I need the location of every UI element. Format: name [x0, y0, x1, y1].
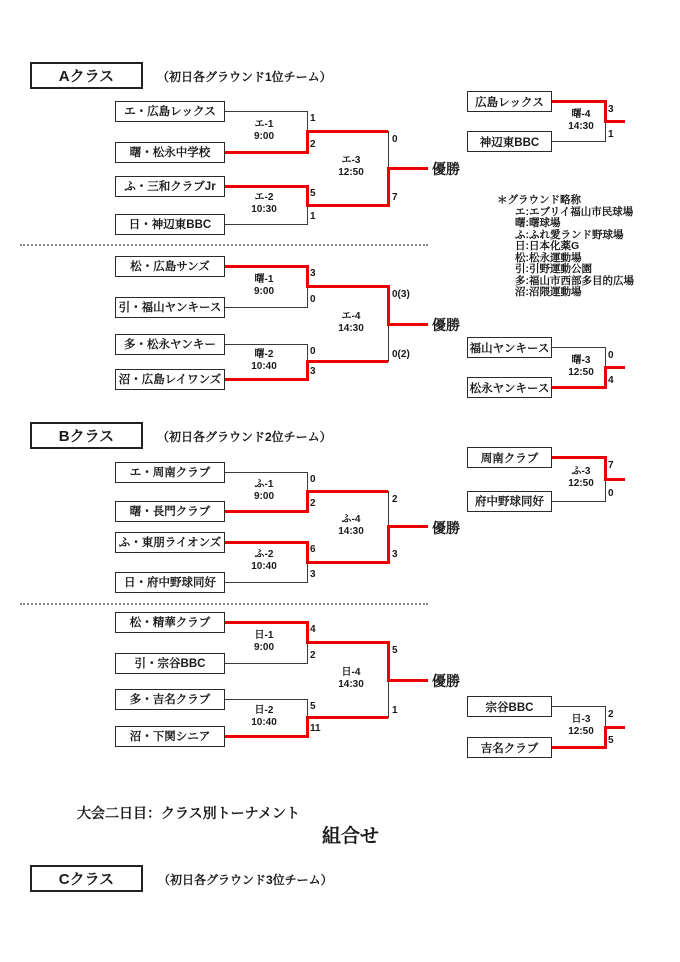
consolation-match-label: [550, 466, 612, 490]
score-label: 1: [310, 211, 316, 222]
footer-day2-title: 大会二日目：クラス別トーナメント: [77, 805, 301, 821]
bracket-line: [307, 472, 308, 493]
score-label: 0(3): [392, 288, 410, 300]
bracket-line: [387, 641, 390, 682]
team-box: 沼・下関シニア: [115, 726, 225, 747]
bracket-line: [388, 680, 389, 719]
bracket-line: [307, 286, 308, 308]
champion-line: [388, 167, 428, 170]
ground-legend-entry: エ:エブリイ福山市民球場: [515, 205, 634, 218]
final-match-label: [320, 311, 382, 335]
match-label: [233, 479, 295, 503]
consolation-match-label-time: 12:50: [568, 478, 594, 490]
bracket-line: [552, 456, 605, 459]
bracket-line: [307, 205, 308, 225]
score-label: 3: [608, 103, 614, 115]
match-label-time: 10:40: [251, 360, 277, 372]
bracket-line: [387, 285, 390, 326]
team-box: 多・吉名クラブ: [115, 689, 225, 710]
bracket-line: [388, 491, 389, 527]
bracket-line: [552, 347, 605, 348]
bracket-line: [225, 541, 307, 544]
team-box: 多・松永ヤンキー: [115, 334, 225, 355]
ground-legend: [497, 195, 634, 299]
score-label: 1: [310, 113, 316, 124]
score-label: 0: [608, 488, 614, 499]
bracket-line: [388, 131, 389, 169]
match-label-time: 10:40: [251, 561, 277, 572]
bracket-line: [225, 582, 307, 583]
final-match-label-code: エ-3: [341, 155, 361, 167]
score-label: 0: [310, 474, 316, 485]
champion-label: 優勝: [432, 673, 460, 689]
team-box: 松・精華クラブ: [115, 612, 225, 633]
bracket-line: [552, 141, 605, 142]
bracket-line: [225, 265, 307, 268]
divider-dotted-bottom: [20, 603, 428, 605]
bracket-line: [387, 525, 390, 563]
score-label: 0: [310, 294, 316, 305]
class-a-label: Aクラス: [58, 68, 115, 85]
score-label: 3: [310, 366, 316, 377]
match-label-time: 9:00: [253, 641, 274, 653]
match-label: [233, 549, 295, 573]
consolation-match-label-time: 14:30: [568, 120, 594, 132]
match-label-code: 曙-2: [254, 348, 274, 360]
bracket-line: [225, 510, 307, 513]
score-label: 6: [310, 544, 316, 555]
final-match-label-code: エ-4: [341, 311, 361, 322]
match-label: [233, 119, 295, 143]
score-label: 2: [310, 139, 316, 150]
score-label: 5: [310, 188, 316, 199]
final-match-label: [320, 514, 382, 538]
ground-legend-entry: 引:引野運動公園: [515, 263, 592, 275]
bracket-line: [225, 344, 307, 345]
match-label: [233, 349, 295, 373]
advance-line: [307, 285, 388, 288]
score-label: 2: [608, 708, 614, 720]
bracket-line: [552, 386, 605, 389]
bracket-line: [307, 111, 308, 133]
consolation-team-box: 周南クラブ: [467, 447, 552, 468]
consolation-match-label-code: 日-3: [571, 714, 591, 725]
class-c-subtitle: （初日各グラウンド3位チーム）: [158, 873, 333, 887]
consolation-match-label-time: 12:50: [568, 366, 594, 378]
consolation-team-box: 神辺東BBC: [467, 131, 552, 152]
score-label: 3: [310, 268, 316, 279]
final-match-label-time: 14:30: [338, 679, 364, 690]
consolation-team-box: 府中野球同好: [467, 491, 552, 512]
bracket-line: [225, 735, 307, 738]
ground-legend-entry: ふ:ふれ愛ランド野球場: [515, 228, 624, 241]
score-label: 11: [310, 723, 321, 734]
team-box: ふ・三和クラブJr: [115, 176, 225, 197]
ground-legend-entry: 沼:沼隈運動場: [515, 286, 582, 298]
advance-line: [307, 130, 388, 133]
ground-legend-entries: [497, 207, 634, 299]
match-label-time: 9:00: [253, 130, 274, 142]
score-label: 2: [310, 498, 316, 509]
team-box: 曙・長門クラブ: [115, 501, 225, 522]
bracket-line: [306, 360, 309, 381]
bracket-line: [387, 167, 390, 207]
bracket-line: [306, 130, 309, 154]
consolation-match-label-code: 曙-3: [571, 354, 591, 366]
match-label-code: エ-2: [254, 192, 274, 203]
final-match-label-time: 12:50: [338, 167, 364, 179]
footer-kumiawase-title: 組合せ: [322, 826, 380, 847]
team-box: ふ・東朋ライオンズ: [115, 532, 225, 553]
score-label: 0: [310, 346, 316, 357]
consolation-match-label: [550, 714, 612, 738]
consolation-match-label-code: 曙-4: [571, 108, 591, 120]
consolation-team-box: 宗谷BBC: [467, 696, 552, 717]
class-c-label: Cクラス: [58, 871, 115, 888]
score-label: 2: [310, 650, 316, 661]
final-match-label-code: ふ-4: [341, 513, 361, 525]
bracket-line: [225, 663, 307, 664]
bracket-line: [225, 111, 307, 112]
bracket-line: [307, 562, 308, 583]
advance-line: [307, 204, 388, 207]
consolation-match-label: [550, 109, 612, 133]
match-label: [233, 274, 295, 298]
final-match-label-time: 14:30: [338, 323, 364, 334]
team-box: 松・広島サンズ: [115, 256, 225, 277]
class-b-label: Bクラス: [58, 428, 115, 445]
score-label: 7: [392, 192, 398, 203]
final-match-label-code: 日-4: [341, 667, 361, 678]
team-box: 日・神辺東BBC: [115, 214, 225, 235]
divider-dotted-top: [20, 244, 428, 246]
class-b-header: [30, 422, 143, 449]
champion-line: [388, 323, 428, 326]
advance-line: [307, 561, 388, 564]
team-box: エ・周南クラブ: [115, 462, 225, 483]
champion-line: [388, 525, 428, 528]
bracket-line: [225, 472, 307, 473]
bracket-line: [552, 501, 605, 502]
team-box: 引・福山ヤンキース: [115, 297, 225, 318]
bracket-line: [225, 224, 307, 225]
team-box: エ・広島レックス: [115, 101, 225, 122]
score-label: 0(2): [392, 348, 410, 360]
final-match-label: [320, 155, 382, 179]
match-label-code: 曙-1: [254, 273, 274, 285]
score-label: 0: [608, 349, 614, 361]
team-box: 引・宗谷BBC: [115, 653, 225, 674]
score-label: 5: [392, 644, 398, 656]
bracket-line: [225, 307, 307, 308]
bracket-line: [307, 642, 308, 664]
consolation-team-box: 松永ヤンキース: [467, 377, 552, 398]
champion-line: [388, 679, 428, 682]
team-box: 曙・松永中学校: [115, 142, 225, 163]
consolation-match-label: [550, 355, 612, 379]
ground-legend-entry: 日:日本化薬G: [515, 240, 580, 252]
ground-legend-title: ＊グラウンド略称: [497, 194, 581, 206]
champion-label: 優勝: [432, 317, 460, 333]
final-match-label: [320, 667, 382, 691]
match-label-code: エ-1: [254, 118, 274, 130]
team-box: 日・府中野球同好: [115, 572, 225, 593]
bracket-line: [552, 746, 605, 749]
match-label-time: 9:00: [253, 285, 274, 297]
champion-label: 優勝: [432, 161, 460, 178]
ground-legend-entry: 松:松永運動場: [515, 251, 582, 264]
match-label-time: 10:40: [251, 716, 277, 728]
advance-line: [307, 490, 388, 493]
score-label: 4: [310, 624, 316, 635]
bracket-line: [225, 621, 307, 624]
score-label: 1: [608, 128, 614, 140]
bracket-line: [225, 699, 307, 700]
bracket-line: [306, 716, 309, 738]
match-label-code: ふ-1: [254, 478, 274, 490]
consolation-team-box: 広島レックス: [467, 91, 552, 112]
ground-legend-entry: 曙:曙球場: [515, 217, 561, 229]
bracket-line: [225, 378, 307, 381]
advance-line: [307, 641, 388, 644]
bracket-line: [225, 185, 307, 188]
bracket-line: [388, 324, 389, 363]
score-label: 1: [392, 704, 398, 716]
class-c-header: [30, 865, 143, 892]
score-label: 0: [392, 133, 398, 145]
score-label: 4: [608, 374, 614, 386]
score-label: 5: [608, 734, 614, 746]
match-label-time: 10:30: [251, 204, 277, 215]
class-a-subtitle: （初日各グラウンド1位チーム）: [157, 70, 332, 84]
match-label-time: 9:00: [253, 490, 274, 502]
match-label-code: 日-1: [254, 629, 274, 641]
team-box: 沼・広島レイワンズ: [115, 369, 225, 390]
score-label: 3: [310, 569, 316, 580]
bracket-line: [552, 100, 605, 103]
score-label: 5: [310, 701, 316, 712]
match-label: [233, 630, 295, 654]
bracket-line: [306, 490, 309, 513]
ground-legend-entry: 多:福山市西部多目的広場: [515, 274, 634, 287]
champion-label: 優勝: [432, 519, 460, 536]
consolation-match-label-code: ふ-3: [571, 466, 591, 478]
advance-line: [307, 716, 388, 719]
final-match-label-time: 14:30: [338, 525, 364, 537]
class-b-subtitle: （初日各グラウンド2位チーム）: [157, 430, 332, 444]
match-label-code: ふ-2: [254, 549, 274, 560]
score-label: 7: [608, 459, 614, 471]
consolation-team-box: 吉名クラブ: [467, 737, 552, 758]
match-label-code: 日-2: [254, 704, 274, 716]
match-label: [233, 192, 295, 216]
score-label: 3: [392, 549, 398, 560]
advance-line: [307, 360, 388, 363]
consolation-match-label-time: 12:50: [568, 726, 594, 737]
score-label: 2: [392, 493, 398, 505]
class-a-header: [30, 62, 143, 89]
consolation-team-box: 福山ヤンキース: [467, 337, 552, 358]
match-label: [233, 705, 295, 729]
bracket-line: [552, 706, 605, 707]
bracket-line: [225, 151, 307, 154]
